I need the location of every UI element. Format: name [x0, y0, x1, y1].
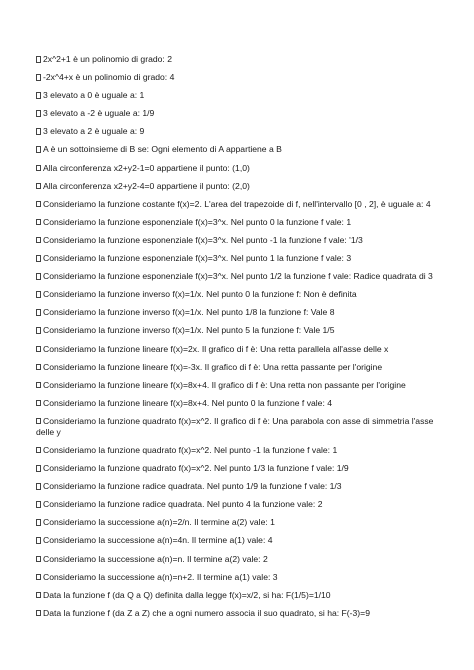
- list-item: [36, 235, 436, 246]
- item-text: Consideriamo la successione a(n)=n+2. Il termine a(1) vale: 3: [43, 571, 278, 582]
- item-text: Consideriamo la funzione lineare f(x)=8x+4. Il grafico di f è: Una retta non passante per l'origine: [43, 379, 406, 390]
- list-item: [36, 253, 436, 264]
- list-item: [36, 499, 436, 510]
- item-text: Consideriamo la funzione esponenziale f(x)=3^x. Nel punto 0 la funzione f vale: 1: [43, 216, 352, 227]
- missing-glyph-icon: [36, 592, 41, 599]
- item-text: A è un sottoinsieme di B se: Ogni elemento di A appartiene a B: [43, 144, 282, 155]
- missing-glyph-icon: [36, 74, 41, 81]
- list-item: [36, 608, 436, 619]
- missing-glyph-icon: [36, 56, 41, 63]
- missing-glyph-icon: [36, 291, 41, 298]
- list-item: [36, 445, 436, 456]
- item-text: 3 elevato a 2 è uguale a: 9: [43, 126, 145, 137]
- missing-glyph-icon: [36, 346, 41, 353]
- answer-list: [36, 54, 436, 626]
- list-item: [36, 325, 436, 336]
- list-item: [36, 481, 436, 492]
- missing-glyph-icon: [36, 273, 41, 280]
- list-item: [36, 199, 436, 210]
- list-item: [36, 517, 436, 528]
- missing-glyph-icon: [36, 483, 41, 490]
- missing-glyph-icon: [36, 574, 41, 581]
- missing-glyph-icon: [36, 219, 41, 226]
- item-text: Data la funzione f (da Z a Z) che a ogni numero associa il suo quadrato, si ha: F(-3)=9: [43, 607, 370, 618]
- list-item: [36, 90, 436, 101]
- item-text: Alla circonferenza x2+y2-4=0 appartiene il punto: (2,0): [43, 180, 250, 191]
- missing-glyph-icon: [36, 309, 41, 316]
- item-text: Consideriamo la funzione inverso f(x)=1/x. Nel punto 0 la funzione f: Non è definita: [43, 289, 357, 300]
- item-text: Consideriamo la funzione quadrato f(x)=x^2. Nel punto 1/3 la funzione f vale: 1/9: [43, 463, 349, 474]
- item-text: 3 elevato a 0 è uguale a: 1: [43, 90, 145, 101]
- list-item: [36, 163, 436, 174]
- list-item: [36, 108, 436, 119]
- missing-glyph-icon: [36, 382, 41, 389]
- missing-glyph-icon: [36, 183, 41, 190]
- item-text: 2x^2+1 è un polinomio di grado: 2: [43, 54, 172, 64]
- item-text: Consideriamo la funzione inverso f(x)=1/x. Nel punto 1/8 la funzione f: Vale 8: [43, 307, 335, 318]
- missing-glyph-icon: [36, 501, 41, 508]
- missing-glyph-icon: [36, 237, 41, 244]
- missing-glyph-icon: [36, 92, 41, 99]
- item-text: Consideriamo la successione a(n)=n. Il termine a(2) vale: 2: [43, 553, 268, 564]
- list-item: [36, 126, 436, 137]
- list-item: [36, 463, 436, 474]
- item-text: 3 elevato a -2 è uguale a: 1/9: [43, 108, 155, 119]
- list-item: [36, 572, 436, 583]
- item-text: Consideriamo la successione a(n)=2/n. Il termine a(2) vale: 1: [43, 517, 275, 528]
- missing-glyph-icon: [36, 556, 41, 563]
- missing-glyph-icon: [36, 146, 41, 153]
- list-item: [36, 362, 436, 373]
- item-text: Consideriamo la funzione quadrato f(x)=x^2. Il grafico di f è: Una parabola con asse di simmetria l'asse delle y: [36, 415, 434, 437]
- missing-glyph-icon: [36, 418, 41, 425]
- list-item: [36, 554, 436, 565]
- item-text: Consideriamo la funzione lineare f(x)=8x+4. Nel punto 0 la funzione f vale: 4: [43, 397, 333, 408]
- item-text: Consideriamo la funzione lineare f(x)=-3x. Il grafico di f è: Una retta passante per l'origine: [43, 361, 383, 372]
- missing-glyph-icon: [36, 165, 41, 172]
- missing-glyph-icon: [36, 327, 41, 334]
- item-text: -2x^4+x è un polinomio di grado: 4: [43, 72, 175, 83]
- item-text: Consideriamo la funzione radice quadrata. Nel punto 4 la funzione vale: 2: [43, 499, 323, 510]
- item-text: Consideriamo la funzione esponenziale f(x)=3^x. Nel punto 1 la funzione f vale: 3: [43, 253, 352, 264]
- missing-glyph-icon: [36, 364, 41, 371]
- item-text: Consideriamo la funzione esponenziale f(x)=3^x. Nel punto 1/2 la funzione f vale: Radice quadrata di 3: [43, 271, 433, 282]
- missing-glyph-icon: [36, 519, 41, 526]
- missing-glyph-icon: [36, 201, 41, 208]
- list-item: [36, 289, 436, 300]
- list-item: [36, 72, 436, 83]
- list-item: [36, 590, 436, 601]
- item-text: Consideriamo la funzione radice quadrata. Nel punto 1/9 la funzione f vale: 1/3: [43, 481, 342, 492]
- missing-glyph-icon: [36, 128, 41, 135]
- item-text: Consideriamo la funzione quadrato f(x)=x^2. Nel punto -1 la funzione f vale: 1: [43, 444, 338, 455]
- list-item: [36, 217, 436, 228]
- list-item: [36, 181, 436, 192]
- missing-glyph-icon: [36, 110, 41, 117]
- list-item: [36, 398, 436, 409]
- item-text: Alla circonferenza x2+y2-1=0 appartiene il punto: (1,0): [43, 162, 250, 173]
- item-text: Consideriamo la funzione inverso f(x)=1/x. Nel punto 5 la funzione f: Vale 1/5: [43, 325, 335, 336]
- list-item: [36, 54, 436, 65]
- list-item: [36, 380, 436, 391]
- missing-glyph-icon: [36, 537, 41, 544]
- list-item: [36, 416, 436, 438]
- item-text: Consideriamo la funzione lineare f(x)=2x. Il grafico di f è: Una retta parallela all'asse delle x: [43, 343, 389, 354]
- item-text: Consideriamo la successione a(n)=4n. Il termine a(1) vale: 4: [43, 535, 273, 546]
- list-item: [36, 344, 436, 355]
- list-item: [36, 535, 436, 546]
- missing-glyph-icon: [36, 465, 41, 472]
- list-item: [36, 307, 436, 318]
- missing-glyph-icon: [36, 255, 41, 262]
- missing-glyph-icon: [36, 610, 41, 617]
- item-text: Consideriamo la funzione esponenziale f(x)=3^x. Nel punto -1 la funzione f vale: '1/3: [43, 234, 363, 245]
- item-text: Data la funzione f (da Q a Q) definita dalla legge f(x)=x/2, si ha: F(1/5)=1/10: [43, 589, 331, 600]
- missing-glyph-icon: [36, 400, 41, 407]
- missing-glyph-icon: [36, 447, 41, 454]
- list-item: [36, 271, 436, 282]
- list-item: [36, 144, 436, 155]
- item-text: Consideriamo la funzione costante f(x)=2. L'area del trapezoide di f, nell'intervallo [0 , 2], è uguale a: 4: [43, 198, 431, 209]
